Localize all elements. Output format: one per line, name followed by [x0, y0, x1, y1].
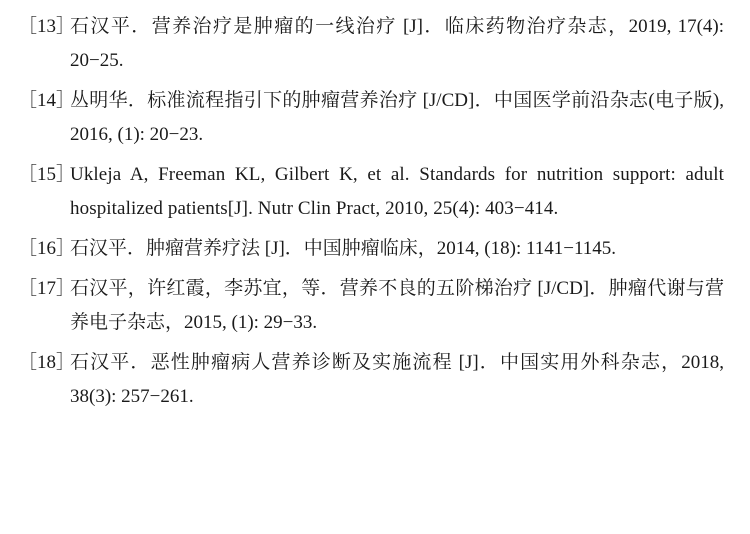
reference-entry [18, 346, 724, 414]
reference-marker: ［16］ [18, 238, 76, 259]
reference-marker: ［18］ [18, 352, 76, 373]
reference-entry [18, 158, 724, 226]
reference-entry [18, 10, 724, 78]
reference-text: 石汉平，许红霞，李苏宜，等．营养不良的五阶梯治疗 [J/CD]．肿瘤代谢与营养电子杂志，2015, (1): 29−33. [70, 278, 724, 333]
reference-marker: ［14］ [18, 90, 76, 111]
reference-text: 石汉平．营养治疗是肿瘤的一线治疗 [J]．临床药物治疗杂志，2019, 17(4): 20−25. [70, 16, 724, 71]
reference-text: 丛明华．标准流程指引下的肿瘤营养治疗 [J/CD]．中国医学前沿杂志(电子版), 2016, (1): 20−23. [70, 90, 724, 145]
reference-marker: ［17］ [18, 278, 76, 299]
reference-entry [18, 84, 724, 152]
reference-text: 石汉平．肿瘤营养疗法 [J]．中国肿瘤临床，2014, (18): 1141−1145. [70, 238, 617, 259]
reference-marker: ［15］ [18, 164, 76, 185]
reference-entry [18, 232, 724, 266]
reference-entry [18, 272, 724, 340]
reference-text: Ukleja A, Freeman KL, Gilbert K, et al. Standards for nutrition support: adult hospitalized patients[J]. Nutr Clin Pract, 2010, 25(4): 403−414. [70, 164, 724, 219]
reference-text: 石汉平．恶性肿瘤病人营养诊断及实施流程 [J]．中国实用外科杂志，2018, 38(3): 257−261. [70, 352, 724, 407]
reference-marker: ［13］ [18, 16, 76, 37]
